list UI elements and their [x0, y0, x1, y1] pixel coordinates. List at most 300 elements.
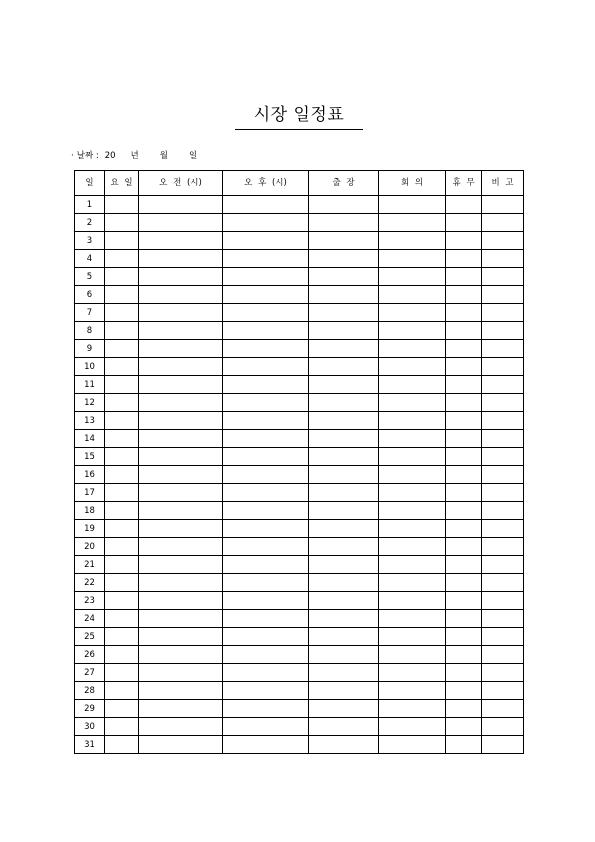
header-meeting: 회 의: [379, 171, 446, 196]
morning-cell: [139, 682, 223, 700]
table-row: [75, 700, 524, 718]
day-off-cell: [446, 592, 482, 610]
date-day-unit: 일: [188, 151, 198, 161]
meeting-cell: [379, 538, 446, 556]
business-trip-cell: [309, 718, 379, 736]
day-off-cell: [446, 664, 482, 682]
morning-cell: [139, 268, 223, 286]
table-row: [75, 412, 524, 430]
day-off-cell: [446, 430, 482, 448]
weekday-cell: [105, 736, 139, 754]
date-month-unit: 월: [159, 151, 168, 161]
day-number-cell: 23: [75, 592, 105, 610]
day-number-cell: 10: [75, 358, 105, 376]
remarks-cell: [482, 268, 524, 286]
afternoon-cell: [223, 358, 309, 376]
table-row: [75, 574, 524, 592]
afternoon-cell: [223, 574, 309, 592]
morning-cell: [139, 358, 223, 376]
table-row: [75, 664, 524, 682]
business-trip-cell: [309, 412, 379, 430]
day-number-cell: 18: [75, 502, 105, 520]
meeting-cell: [379, 520, 446, 538]
remarks-cell: [482, 214, 524, 232]
weekday-cell: [105, 394, 139, 412]
morning-cell: [139, 286, 223, 304]
day-number-cell: 11: [75, 376, 105, 394]
morning-cell: [139, 592, 223, 610]
header-remarks: 비 고: [482, 171, 524, 196]
afternoon-cell: [223, 196, 309, 214]
date-year-unit: 년: [130, 151, 139, 161]
afternoon-cell: [223, 268, 309, 286]
morning-cell: [139, 574, 223, 592]
morning-cell: [139, 718, 223, 736]
meeting-cell: [379, 646, 446, 664]
table-row: [75, 286, 524, 304]
afternoon-cell: [223, 700, 309, 718]
morning-cell: [139, 484, 223, 502]
meeting-cell: [379, 286, 446, 304]
day-off-cell: [446, 340, 482, 358]
business-trip-cell: [309, 610, 379, 628]
table-row: [75, 538, 524, 556]
business-trip-cell: [309, 340, 379, 358]
weekday-cell: [105, 538, 139, 556]
day-off-cell: [446, 394, 482, 412]
day-number-cell: 13: [75, 412, 105, 430]
morning-cell: [139, 610, 223, 628]
remarks-cell: [482, 196, 524, 214]
remarks-cell: [482, 664, 524, 682]
afternoon-cell: [223, 412, 309, 430]
meeting-cell: [379, 430, 446, 448]
weekday-cell: [105, 358, 139, 376]
remarks-cell: [482, 556, 524, 574]
remarks-cell: [482, 646, 524, 664]
day-number-cell: 21: [75, 556, 105, 574]
table-row: [75, 340, 524, 358]
meeting-cell: [379, 232, 446, 250]
table-row: [75, 448, 524, 466]
business-trip-cell: [309, 304, 379, 322]
meeting-cell: [379, 304, 446, 322]
business-trip-cell: [309, 628, 379, 646]
remarks-cell: [482, 484, 524, 502]
weekday-cell: [105, 574, 139, 592]
business-trip-cell: [309, 394, 379, 412]
business-trip-cell: [309, 196, 379, 214]
meeting-cell: [379, 700, 446, 718]
table-row: [75, 592, 524, 610]
day-off-cell: [446, 466, 482, 484]
header-weekday: 요 일: [105, 171, 139, 196]
meeting-cell: [379, 574, 446, 592]
day-off-cell: [446, 646, 482, 664]
business-trip-cell: [309, 700, 379, 718]
weekday-cell: [105, 250, 139, 268]
business-trip-cell: [309, 574, 379, 592]
afternoon-cell: [223, 340, 309, 358]
remarks-cell: [482, 718, 524, 736]
weekday-cell: [105, 682, 139, 700]
afternoon-cell: [223, 610, 309, 628]
morning-cell: [139, 448, 223, 466]
day-off-cell: [446, 484, 482, 502]
day-number-cell: 24: [75, 610, 105, 628]
weekday-cell: [105, 196, 139, 214]
day-off-cell: [446, 232, 482, 250]
day-number-cell: 31: [75, 736, 105, 754]
business-trip-cell: [309, 484, 379, 502]
remarks-cell: [482, 466, 524, 484]
day-number-cell: 28: [75, 682, 105, 700]
morning-cell: [139, 376, 223, 394]
table-row: [75, 196, 524, 214]
afternoon-cell: [223, 448, 309, 466]
day-off-cell: [446, 700, 482, 718]
day-off-cell: [446, 736, 482, 754]
remarks-cell: [482, 358, 524, 376]
table-row: [75, 610, 524, 628]
meeting-cell: [379, 592, 446, 610]
business-trip-cell: [309, 376, 379, 394]
weekday-cell: [105, 214, 139, 232]
business-trip-cell: [309, 322, 379, 340]
weekday-cell: [105, 520, 139, 538]
remarks-cell: [482, 538, 524, 556]
weekday-cell: [105, 412, 139, 430]
header-day: 일: [75, 171, 105, 196]
business-trip-cell: [309, 286, 379, 304]
day-off-cell: [446, 322, 482, 340]
weekday-cell: [105, 376, 139, 394]
business-trip-cell: [309, 664, 379, 682]
meeting-cell: [379, 718, 446, 736]
day-number-cell: 27: [75, 664, 105, 682]
meeting-cell: [379, 340, 446, 358]
morning-cell: [139, 340, 223, 358]
header-day-off: 휴 무: [446, 171, 482, 196]
weekday-cell: [105, 700, 139, 718]
afternoon-cell: [223, 538, 309, 556]
business-trip-cell: [309, 538, 379, 556]
weekday-cell: [105, 664, 139, 682]
afternoon-cell: [223, 466, 309, 484]
weekday-cell: [105, 718, 139, 736]
business-trip-cell: [309, 466, 379, 484]
weekday-cell: [105, 430, 139, 448]
header-morning: 오 전 (시): [139, 171, 223, 196]
schedule-body: [75, 196, 524, 754]
day-number-cell: 1: [75, 196, 105, 214]
day-number-cell: 9: [75, 340, 105, 358]
business-trip-cell: [309, 250, 379, 268]
afternoon-cell: [223, 664, 309, 682]
day-off-cell: [446, 610, 482, 628]
morning-cell: [139, 304, 223, 322]
remarks-cell: [482, 592, 524, 610]
afternoon-cell: [223, 718, 309, 736]
weekday-cell: [105, 268, 139, 286]
morning-cell: [139, 520, 223, 538]
table-row: [75, 520, 524, 538]
meeting-cell: [379, 196, 446, 214]
day-number-cell: 20: [75, 538, 105, 556]
meeting-cell: [379, 322, 446, 340]
meeting-cell: [379, 484, 446, 502]
day-off-cell: [446, 214, 482, 232]
day-number-cell: 30: [75, 718, 105, 736]
table-row: [75, 430, 524, 448]
day-off-cell: [446, 502, 482, 520]
table-row: [75, 376, 524, 394]
header-business-trip: 출 장: [309, 171, 379, 196]
weekday-cell: [105, 628, 139, 646]
meeting-cell: [379, 502, 446, 520]
remarks-cell: [482, 610, 524, 628]
morning-cell: [139, 538, 223, 556]
meeting-cell: [379, 394, 446, 412]
business-trip-cell: [309, 502, 379, 520]
remarks-cell: [482, 286, 524, 304]
business-trip-cell: [309, 358, 379, 376]
afternoon-cell: [223, 322, 309, 340]
afternoon-cell: [223, 394, 309, 412]
day-off-cell: [446, 286, 482, 304]
date-year-prefix: 20: [104, 151, 116, 161]
day-number-cell: 15: [75, 448, 105, 466]
morning-cell: [139, 250, 223, 268]
table-row: [75, 502, 524, 520]
day-off-cell: [446, 538, 482, 556]
day-off-cell: [446, 358, 482, 376]
date-line: [71, 150, 197, 162]
meeting-cell: [379, 736, 446, 754]
business-trip-cell: [309, 268, 379, 286]
business-trip-cell: [309, 646, 379, 664]
day-off-cell: [446, 376, 482, 394]
meeting-cell: [379, 664, 446, 682]
day-off-cell: [446, 718, 482, 736]
title-underline: [235, 129, 363, 130]
morning-cell: [139, 664, 223, 682]
afternoon-cell: [223, 592, 309, 610]
business-trip-cell: [309, 232, 379, 250]
header-row: [75, 171, 524, 196]
remarks-cell: [482, 394, 524, 412]
remarks-cell: [482, 430, 524, 448]
morning-cell: [139, 556, 223, 574]
morning-cell: [139, 232, 223, 250]
remarks-cell: [482, 520, 524, 538]
business-trip-cell: [309, 682, 379, 700]
remarks-cell: [482, 304, 524, 322]
day-off-cell: [446, 682, 482, 700]
weekday-cell: [105, 232, 139, 250]
day-off-cell: [446, 520, 482, 538]
day-number-cell: 4: [75, 250, 105, 268]
weekday-cell: [105, 448, 139, 466]
business-trip-cell: [309, 448, 379, 466]
day-number-cell: 22: [75, 574, 105, 592]
afternoon-cell: [223, 250, 309, 268]
table-row: [75, 484, 524, 502]
morning-cell: [139, 646, 223, 664]
weekday-cell: [105, 592, 139, 610]
remarks-cell: [482, 250, 524, 268]
day-number-cell: 26: [75, 646, 105, 664]
afternoon-cell: [223, 232, 309, 250]
date-bullet: ·: [71, 151, 74, 161]
table-row: [75, 214, 524, 232]
meeting-cell: [379, 556, 446, 574]
remarks-cell: [482, 376, 524, 394]
day-off-cell: [446, 574, 482, 592]
day-off-cell: [446, 250, 482, 268]
meeting-cell: [379, 682, 446, 700]
page-title: 시장 일정표: [253, 105, 345, 125]
morning-cell: [139, 394, 223, 412]
morning-cell: [139, 700, 223, 718]
day-number-cell: 7: [75, 304, 105, 322]
remarks-cell: [482, 340, 524, 358]
afternoon-cell: [223, 682, 309, 700]
remarks-cell: [482, 448, 524, 466]
afternoon-cell: [223, 214, 309, 232]
weekday-cell: [105, 502, 139, 520]
morning-cell: [139, 502, 223, 520]
day-number-cell: 6: [75, 286, 105, 304]
morning-cell: [139, 322, 223, 340]
remarks-cell: [482, 412, 524, 430]
weekday-cell: [105, 322, 139, 340]
meeting-cell: [379, 448, 446, 466]
afternoon-cell: [223, 286, 309, 304]
day-off-cell: [446, 412, 482, 430]
remarks-cell: [482, 700, 524, 718]
table-row: [75, 556, 524, 574]
weekday-cell: [105, 484, 139, 502]
morning-cell: [139, 412, 223, 430]
weekday-cell: [105, 466, 139, 484]
day-number-cell: 5: [75, 268, 105, 286]
table-row: [75, 466, 524, 484]
day-number-cell: 3: [75, 232, 105, 250]
day-number-cell: 2: [75, 214, 105, 232]
business-trip-cell: [309, 214, 379, 232]
morning-cell: [139, 628, 223, 646]
morning-cell: [139, 466, 223, 484]
schedule-table: [74, 170, 524, 754]
morning-cell: [139, 430, 223, 448]
afternoon-cell: [223, 304, 309, 322]
business-trip-cell: [309, 556, 379, 574]
meeting-cell: [379, 376, 446, 394]
meeting-cell: [379, 358, 446, 376]
day-number-cell: 25: [75, 628, 105, 646]
afternoon-cell: [223, 376, 309, 394]
table-row: [75, 394, 524, 412]
table-row: [75, 358, 524, 376]
afternoon-cell: [223, 430, 309, 448]
remarks-cell: [482, 682, 524, 700]
afternoon-cell: [223, 502, 309, 520]
weekday-cell: [105, 304, 139, 322]
day-number-cell: 29: [75, 700, 105, 718]
remarks-cell: [482, 574, 524, 592]
remarks-cell: [482, 502, 524, 520]
day-off-cell: [446, 628, 482, 646]
day-number-cell: 12: [75, 394, 105, 412]
afternoon-cell: [223, 628, 309, 646]
meeting-cell: [379, 214, 446, 232]
meeting-cell: [379, 250, 446, 268]
header-afternoon: 오 후 (시): [223, 171, 309, 196]
date-label: 날짜 :: [76, 151, 99, 161]
table-row: [75, 682, 524, 700]
table-row: [75, 736, 524, 754]
remarks-cell: [482, 322, 524, 340]
table-row: [75, 628, 524, 646]
table-row: [75, 322, 524, 340]
afternoon-cell: [223, 736, 309, 754]
weekday-cell: [105, 646, 139, 664]
table-row: [75, 718, 524, 736]
afternoon-cell: [223, 646, 309, 664]
morning-cell: [139, 736, 223, 754]
afternoon-cell: [223, 484, 309, 502]
table-row: [75, 268, 524, 286]
meeting-cell: [379, 268, 446, 286]
table-row: [75, 250, 524, 268]
table-row: [75, 304, 524, 322]
remarks-cell: [482, 736, 524, 754]
business-trip-cell: [309, 430, 379, 448]
day-number-cell: 19: [75, 520, 105, 538]
morning-cell: [139, 196, 223, 214]
day-off-cell: [446, 448, 482, 466]
meeting-cell: [379, 610, 446, 628]
morning-cell: [139, 214, 223, 232]
meeting-cell: [379, 412, 446, 430]
table-row: [75, 232, 524, 250]
remarks-cell: [482, 232, 524, 250]
weekday-cell: [105, 610, 139, 628]
remarks-cell: [482, 628, 524, 646]
business-trip-cell: [309, 520, 379, 538]
afternoon-cell: [223, 556, 309, 574]
title-block: [235, 104, 363, 130]
table-row: [75, 646, 524, 664]
business-trip-cell: [309, 592, 379, 610]
business-trip-cell: [309, 736, 379, 754]
day-off-cell: [446, 556, 482, 574]
meeting-cell: [379, 628, 446, 646]
day-number-cell: 17: [75, 484, 105, 502]
weekday-cell: [105, 340, 139, 358]
day-off-cell: [446, 304, 482, 322]
weekday-cell: [105, 286, 139, 304]
day-off-cell: [446, 268, 482, 286]
day-off-cell: [446, 196, 482, 214]
afternoon-cell: [223, 520, 309, 538]
meeting-cell: [379, 466, 446, 484]
weekday-cell: [105, 556, 139, 574]
day-number-cell: 8: [75, 322, 105, 340]
day-number-cell: 14: [75, 430, 105, 448]
day-number-cell: 16: [75, 466, 105, 484]
